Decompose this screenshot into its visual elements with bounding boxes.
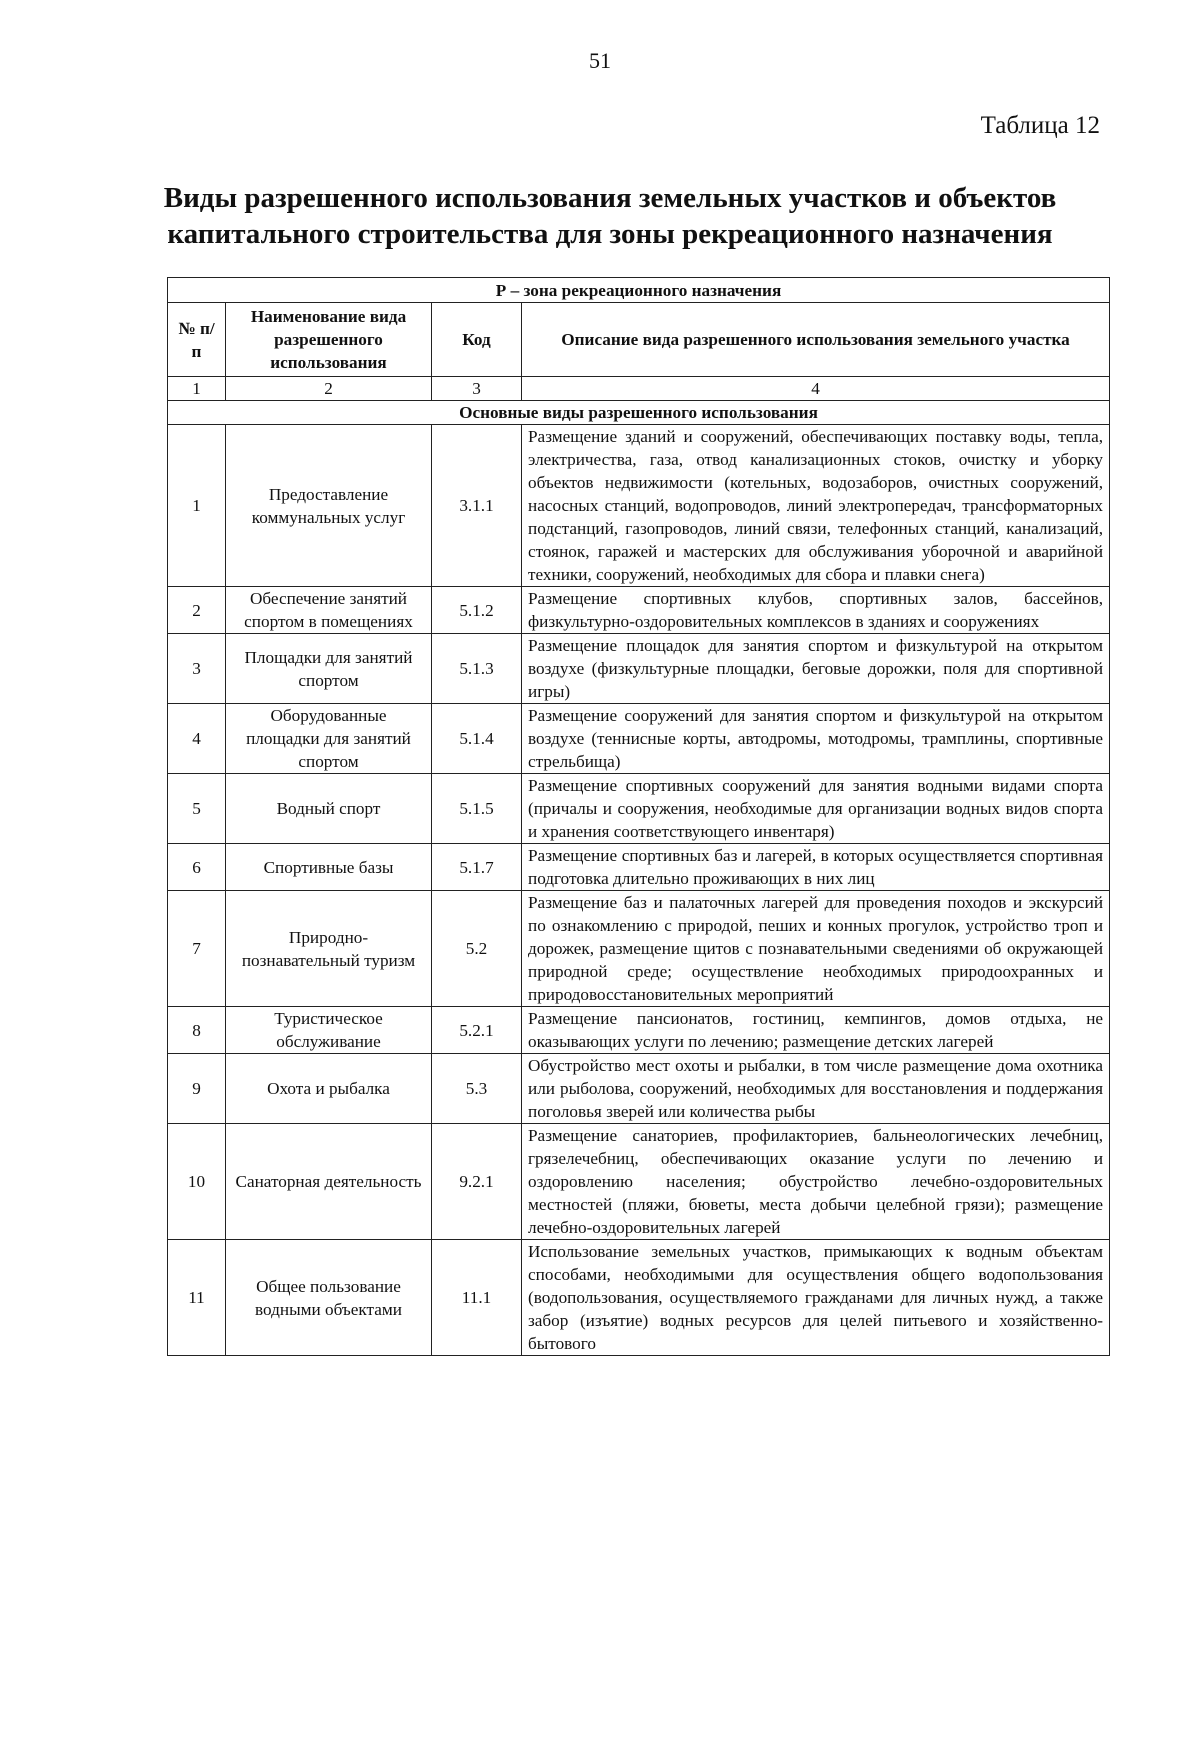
col-index: 4 bbox=[522, 377, 1110, 401]
use-description: Использование земельных участков, примыкающих к водным объектам способами, необходимыми для осуществления общего водопользования (водопользования, осуществляемого гражданами для личных нужд, а также забор (изъятие) водных ресурсов для целей питьевого и хозяйственно-бытового bbox=[522, 1240, 1110, 1356]
table-row bbox=[168, 704, 1110, 774]
page-number: 51 bbox=[589, 48, 611, 73]
row-number: 2 bbox=[168, 587, 226, 634]
title-line-1: Виды разрешенного использования земельных участков и объектов bbox=[163, 182, 1057, 214]
use-description: Обустройство мест охоты и рыбалки, в том числе размещение дома охотника или рыболова, сооружений, необходимых для восстановления и поддержания поголовья зверей или количества рыбы bbox=[522, 1054, 1110, 1124]
zone-header: Р – зона рекреационного назначения bbox=[168, 278, 1110, 303]
use-code: 5.2.1 bbox=[432, 1007, 522, 1054]
use-description: Размещение площадок для занятия спортом и физкультурой на открытом воздухе (физкультурные площадки, беговые дорожки, поля для спортивной игры) bbox=[522, 634, 1110, 704]
use-name: Спортивные базы bbox=[226, 844, 432, 891]
use-description: Размещение спортивных баз и лагерей, в которых осуществляется спортивная подготовка длительно проживающих в них лиц bbox=[522, 844, 1110, 891]
use-description: Размещение баз и палаточных лагерей для проведения походов и экскурсий по ознакомлению с природой, пеших и конных прогулок, устройство троп и дорожек, размещение щитов с познавательными сведениями об окружающей природной среде; осуществление необходимых природоохранных и природовосстановительных мероприятий bbox=[522, 891, 1110, 1007]
table-row bbox=[168, 891, 1110, 1007]
use-code: 5.1.2 bbox=[432, 587, 522, 634]
use-name: Оборудованные площадки для занятий спортом bbox=[226, 704, 432, 774]
table-row bbox=[168, 844, 1110, 891]
use-code: 5.1.5 bbox=[432, 774, 522, 844]
col-index: 3 bbox=[432, 377, 522, 401]
title-line-2: капитального строительства для зоны рекреационного назначения bbox=[167, 218, 1053, 250]
use-description: Размещение пансионатов, гостиниц, кемпингов, домов отдыха, не оказывающих услуги по лечению; размещение детских лагерей bbox=[522, 1007, 1110, 1054]
use-description: Размещение спортивных сооружений для занятия водными видами спорта (причалы и сооружения, необходимые для организации водных видов спорта и хранения соответствующего инвентаря) bbox=[522, 774, 1110, 844]
section-header: Основные виды разрешенного использования bbox=[168, 401, 1110, 425]
table-row bbox=[168, 1054, 1110, 1124]
table-row bbox=[168, 1124, 1110, 1240]
col-header-description: Описание вида разрешенного использования земельного участка bbox=[522, 303, 1110, 377]
use-name: Площадки для занятий спортом bbox=[226, 634, 432, 704]
col-index: 1 bbox=[168, 377, 226, 401]
use-description: Размещение сооружений для занятия спортом и физкультурой на открытом воздухе (теннисные корты, автодромы, мотодромы, трамплины, спортивные стрельбища) bbox=[522, 704, 1110, 774]
use-name: Охота и рыбалка bbox=[226, 1054, 432, 1124]
row-number: 5 bbox=[168, 774, 226, 844]
use-code: 11.1 bbox=[432, 1240, 522, 1356]
row-number: 11 bbox=[168, 1240, 226, 1356]
col-header-code: Код bbox=[432, 303, 522, 377]
table-row bbox=[168, 587, 1110, 634]
use-name: Обеспечение занятий спортом в помещениях bbox=[226, 587, 432, 634]
use-name: Природно-познавательный туризм bbox=[226, 891, 432, 1007]
use-code: 5.3 bbox=[432, 1054, 522, 1124]
use-name: Общее пользование водными объектами bbox=[226, 1240, 432, 1356]
row-number: 8 bbox=[168, 1007, 226, 1054]
land-use-table bbox=[167, 277, 1110, 1356]
table-row bbox=[168, 1007, 1110, 1054]
use-name: Водный спорт bbox=[226, 774, 432, 844]
table-label: Таблица 12 bbox=[980, 112, 1100, 139]
row-number: 1 bbox=[168, 425, 226, 587]
row-number: 3 bbox=[168, 634, 226, 704]
use-name: Туристическое обслуживание bbox=[226, 1007, 432, 1054]
use-code: 5.1.7 bbox=[432, 844, 522, 891]
row-number: 6 bbox=[168, 844, 226, 891]
row-number: 4 bbox=[168, 704, 226, 774]
use-code: 5.2 bbox=[432, 891, 522, 1007]
row-number: 7 bbox=[168, 891, 226, 1007]
use-description: Размещение зданий и сооружений, обеспечивающих поставку воды, тепла, электричества, газа, отвод канализационных стоков, очистку и уборку объектов недвижимости (котельных, водозаборов, очистных сооружений, насосных станций, водопроводов, линий электропередач, трансформаторных подстанций, газопроводов, линий связи, телефонных станций, канализаций, стоянок, гаражей и мастерских для обслуживания уборочной и аварийной техники, сооружений, необходимых для сбора и плавки снега) bbox=[522, 425, 1110, 587]
use-code: 5.1.3 bbox=[432, 634, 522, 704]
use-code: 5.1.4 bbox=[432, 704, 522, 774]
table-row bbox=[168, 774, 1110, 844]
use-code: 9.2.1 bbox=[432, 1124, 522, 1240]
table-row bbox=[168, 1240, 1110, 1356]
use-code: 3.1.1 bbox=[432, 425, 522, 587]
table-row bbox=[168, 634, 1110, 704]
use-name: Санаторная деятельность bbox=[226, 1124, 432, 1240]
document-title bbox=[150, 180, 1070, 252]
use-name: Предоставление коммунальных услуг bbox=[226, 425, 432, 587]
use-description: Размещение спортивных клубов, спортивных залов, бассейнов, физкультурно-оздоровительных комплексов в зданиях и сооружениях bbox=[522, 587, 1110, 634]
col-header-name: Наименование вида разрешенного использования bbox=[226, 303, 432, 377]
use-description: Размещение санаториев, профилакториев, бальнеологических лечебниц, грязелечебниц, обеспечивающих оказание услуги по лечению и оздоровлению населения; обустройство лечебно-оздоровительных местностей (пляжи, бюветы, места добычи целебной грязи); размещение лечебно-оздоровительных лагерей bbox=[522, 1124, 1110, 1240]
col-header-number: № п/п bbox=[168, 303, 226, 377]
row-number: 10 bbox=[168, 1124, 226, 1240]
row-number: 9 bbox=[168, 1054, 226, 1124]
table-row bbox=[168, 425, 1110, 587]
col-index: 2 bbox=[226, 377, 432, 401]
